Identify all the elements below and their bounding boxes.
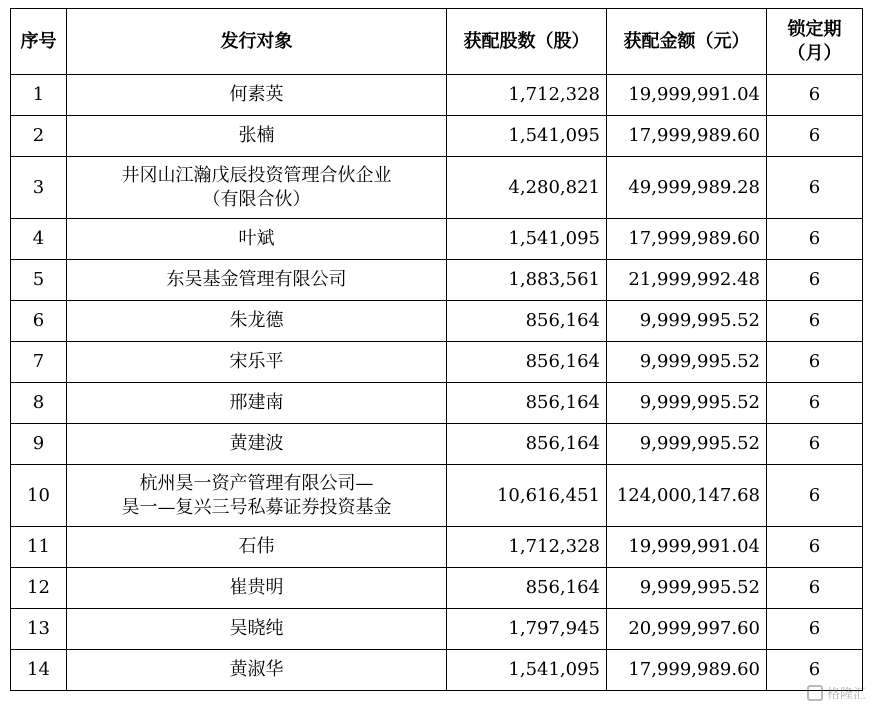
cell-issuer-name xyxy=(67,157,447,219)
header-row xyxy=(11,9,863,75)
cell-shares: 1,712,328 xyxy=(447,527,607,568)
cell-shares: 856,164 xyxy=(447,383,607,424)
cell-no: 2 xyxy=(11,116,67,157)
cell-shares: 1,541,095 xyxy=(447,650,607,691)
cell-amount: 9,999,995.52 xyxy=(607,424,767,465)
cell-issuer-name xyxy=(67,383,447,424)
table-row xyxy=(11,75,863,116)
cell-no: 8 xyxy=(11,383,67,424)
table-body xyxy=(11,75,863,691)
cell-amount: 9,999,995.52 xyxy=(607,568,767,609)
issuer-name-line: 昊一—复兴三号私募证券投资基金 xyxy=(121,496,392,518)
issuer-name-line: 张楠 xyxy=(238,125,275,146)
cell-lockup: 6 xyxy=(767,383,863,424)
cell-shares: 1,712,328 xyxy=(447,75,607,116)
watermark-text: 格隆汇 xyxy=(826,687,866,702)
cell-amount: 124,000,147.68 xyxy=(607,465,767,527)
cell-shares: 1,797,945 xyxy=(447,609,607,650)
cell-shares: 1,541,095 xyxy=(447,219,607,260)
cell-lockup: 6 xyxy=(767,650,863,691)
cell-shares: 10,616,451 xyxy=(447,465,607,527)
cell-lockup: 6 xyxy=(767,301,863,342)
cell-amount: 19,999,991.04 xyxy=(607,527,767,568)
issuer-name-line: 邢建南 xyxy=(229,392,284,413)
cell-issuer-name xyxy=(67,301,447,342)
table-row xyxy=(11,301,863,342)
cell-lockup: 6 xyxy=(767,260,863,301)
issuer-name-line: 石伟 xyxy=(238,536,275,557)
table-row xyxy=(11,219,863,260)
table-row xyxy=(11,527,863,568)
cell-amount: 9,999,995.52 xyxy=(607,301,767,342)
table-row xyxy=(11,568,863,609)
cell-issuer-name xyxy=(67,465,447,527)
cell-lockup: 6 xyxy=(767,568,863,609)
cell-shares: 856,164 xyxy=(447,301,607,342)
issuer-name-line: （有限合伙） xyxy=(202,188,311,210)
cell-lockup: 6 xyxy=(767,219,863,260)
cell-lockup: 6 xyxy=(767,465,863,527)
cell-issuer-name xyxy=(67,527,447,568)
cell-issuer-name xyxy=(67,342,447,383)
cell-shares: 1,541,095 xyxy=(447,116,607,157)
cell-amount: 20,999,997.60 xyxy=(607,609,767,650)
cell-shares: 856,164 xyxy=(447,424,607,465)
cell-no: 5 xyxy=(11,260,67,301)
table-row xyxy=(11,157,863,219)
cell-issuer-name xyxy=(67,219,447,260)
issuer-name-line: 杭州昊一资产管理有限公司— xyxy=(139,472,374,494)
table-row xyxy=(11,260,863,301)
cell-no: 3 xyxy=(11,157,67,219)
cell-issuer-name xyxy=(67,260,447,301)
header-shares: 获配股数（股） xyxy=(447,9,607,75)
issuer-name-line: 叶斌 xyxy=(238,228,275,249)
table-row xyxy=(11,650,863,691)
table-row xyxy=(11,424,863,465)
issuer-name-line: 井冈山江瀚戊辰投资管理合伙企业 xyxy=(121,164,392,186)
cell-no: 9 xyxy=(11,424,67,465)
header-lockup: 锁定期（月） xyxy=(767,9,863,75)
cell-amount: 17,999,989.60 xyxy=(607,650,767,691)
allocation-table xyxy=(10,8,863,691)
cell-no: 10 xyxy=(11,465,67,527)
cell-no: 12 xyxy=(11,568,67,609)
cell-shares: 4,280,821 xyxy=(447,157,607,219)
header-amount: 获配金额（元） xyxy=(607,9,767,75)
cell-shares: 856,164 xyxy=(447,568,607,609)
table-row xyxy=(11,465,863,527)
table-row xyxy=(11,609,863,650)
cell-no: 14 xyxy=(11,650,67,691)
cell-lockup: 6 xyxy=(767,157,863,219)
watermark xyxy=(807,683,866,702)
cell-amount: 17,999,989.60 xyxy=(607,219,767,260)
issuer-name-line: 东吴基金管理有限公司 xyxy=(166,269,347,290)
cell-no: 1 xyxy=(11,75,67,116)
header-issuer: 发行对象 xyxy=(67,9,447,75)
cell-issuer-name xyxy=(67,116,447,157)
glh-logo-icon xyxy=(807,685,823,701)
cell-lockup: 6 xyxy=(767,609,863,650)
cell-amount: 9,999,995.52 xyxy=(607,342,767,383)
cell-shares: 1,883,561 xyxy=(447,260,607,301)
table-row xyxy=(11,116,863,157)
cell-no: 11 xyxy=(11,527,67,568)
cell-lockup: 6 xyxy=(767,75,863,116)
table-header xyxy=(11,9,863,75)
issuer-name-line: 黄淑华 xyxy=(229,659,284,680)
cell-shares: 856,164 xyxy=(447,342,607,383)
cell-issuer-name xyxy=(67,609,447,650)
cell-no: 7 xyxy=(11,342,67,383)
cell-lockup: 6 xyxy=(767,116,863,157)
cell-issuer-name xyxy=(67,424,447,465)
cell-lockup: 6 xyxy=(767,342,863,383)
cell-amount: 9,999,995.52 xyxy=(607,383,767,424)
table-row xyxy=(11,383,863,424)
issuer-name-line: 何素英 xyxy=(229,84,284,105)
issuer-name-line: 宋乐平 xyxy=(229,351,284,372)
cell-no: 4 xyxy=(11,219,67,260)
cell-amount: 19,999,991.04 xyxy=(607,75,767,116)
cell-amount: 49,999,989.28 xyxy=(607,157,767,219)
cell-lockup: 6 xyxy=(767,424,863,465)
cell-no: 6 xyxy=(11,301,67,342)
issuer-name-line: 朱龙德 xyxy=(229,310,284,331)
table-row xyxy=(11,342,863,383)
header-no: 序号 xyxy=(11,9,67,75)
cell-issuer-name xyxy=(67,650,447,691)
issuer-name-line: 黄建波 xyxy=(229,433,284,454)
cell-amount: 17,999,989.60 xyxy=(607,116,767,157)
issuer-name-line: 崔贵明 xyxy=(229,577,284,598)
cell-no: 13 xyxy=(11,609,67,650)
cell-issuer-name xyxy=(67,75,447,116)
cell-amount: 21,999,992.48 xyxy=(607,260,767,301)
cell-lockup: 6 xyxy=(767,527,863,568)
issuer-name-line: 吴晓纯 xyxy=(229,618,284,639)
cell-issuer-name xyxy=(67,568,447,609)
